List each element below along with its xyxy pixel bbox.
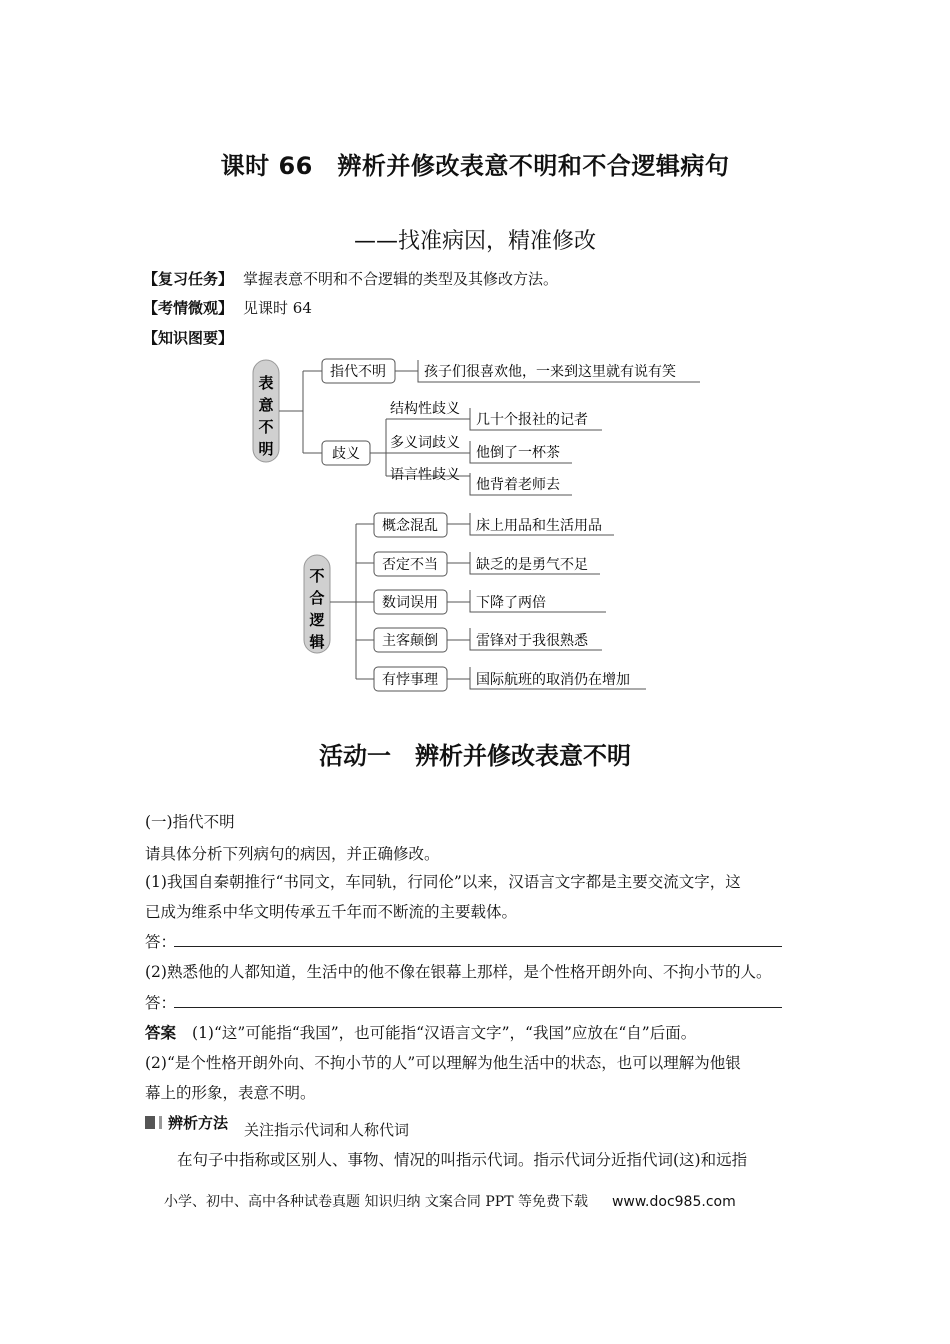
footer-text: 小学、初中、高中各种试卷真题 知识归纳 文案合同 PPT 等免费下载 bbox=[164, 1194, 588, 1210]
root2-char-1: 合 bbox=[309, 589, 325, 607]
root1-char-3: 明 bbox=[258, 440, 274, 458]
answer-key-line-2: (2)“是个性格开朗外向、不拘小节的人”可以理解为他生活中的状态，也可以理解为他银 bbox=[145, 1054, 741, 1072]
answer-key-line-3: 幕上的形象，表意不明。 bbox=[145, 1084, 316, 1102]
group1-connectors bbox=[279, 371, 470, 476]
method-header bbox=[145, 1112, 410, 1139]
node-shuciwuyong-label: 数词误用 bbox=[382, 595, 438, 611]
example-foudingbudang: 缺乏的是勇气不足 bbox=[476, 557, 588, 573]
example-yuyanxing: 他背着老师去 bbox=[476, 477, 560, 493]
exam-overview bbox=[143, 297, 312, 318]
answer-2-blank-line bbox=[174, 1007, 782, 1008]
method-label: 辨析方法 bbox=[168, 1114, 229, 1132]
page-subtitle: ——找准病因，精准修改 bbox=[353, 229, 596, 254]
example-duoyici: 他倒了一杯茶 bbox=[476, 445, 560, 461]
root1-char-1: 意 bbox=[258, 396, 274, 414]
root1-char-2: 不 bbox=[258, 418, 274, 436]
node-gainianhunluan-label: 概念混乱 bbox=[382, 518, 438, 534]
root2-char-2: 逻 bbox=[309, 611, 325, 629]
knowledge-map-heading bbox=[143, 327, 243, 348]
review-task-text: 掌握表意不明和不合逻辑的类型及其修改方法。 bbox=[243, 270, 559, 288]
footer bbox=[164, 1191, 736, 1211]
node-youbeishili-label: 有悖事理 bbox=[382, 672, 438, 688]
example-shuciwuyong: 下降了两倍 bbox=[476, 595, 546, 611]
node-zhukediandao-label: 主客颠倒 bbox=[382, 633, 438, 649]
exam-overview-text: 见课时 64 bbox=[243, 299, 312, 317]
root2-char-3: 辑 bbox=[309, 633, 325, 651]
sub-heading: (一)指代不明 bbox=[145, 813, 235, 831]
root2-char-0: 不 bbox=[309, 567, 325, 585]
knowledge-map-label: 【知识图要】 bbox=[143, 329, 234, 347]
sub-jiegouxing-label: 结构性歧义 bbox=[390, 401, 460, 417]
node-foudingbudang-label: 否定不当 bbox=[382, 557, 438, 573]
knowledge-mind-map bbox=[248, 350, 708, 700]
example-gainianhunluan: 床上用品和生活用品 bbox=[476, 518, 602, 534]
page-title: 课时 66 辨析并修改表意不明和不合逻辑病句 bbox=[220, 152, 730, 180]
answer-key-text-1: (1)“这”可能指“我国”，也可能指“汉语言文字”，“我国”应放在“自”后面。 bbox=[192, 1024, 697, 1042]
root1-char-0: 表 bbox=[258, 374, 274, 392]
node-zhidaibuming-label: 指代不明 bbox=[330, 364, 386, 380]
instruction: 请具体分析下列病句的病因，并正确修改。 bbox=[145, 845, 440, 863]
answer-key-line-1 bbox=[145, 1021, 696, 1043]
question-2-line-1: (2)熟悉他的人都知道，生活中的他不像在银幕上那样，是个性格开朗外向、不拘小节的人。 bbox=[145, 963, 772, 981]
answer-2-prefix: 答： bbox=[145, 994, 177, 1012]
example-youbeishili: 国际航班的取消仍在增加 bbox=[476, 672, 630, 688]
exam-overview-label: 【考情微观】 bbox=[143, 299, 234, 317]
method-text: 在句子中指称或区别人、事物、情况的叫指示代词。指示代词分近指代词(这)和远指 bbox=[177, 1151, 748, 1169]
section-title: 活动一 辨析并修改表意不明 bbox=[319, 742, 631, 770]
method-title: 关注指示代词和人称代词 bbox=[244, 1121, 410, 1139]
question-1-line-1: (1)我国自秦朝推行“书同文，车同轨，行同伦”以来，汉语言文字都是主要交流文字，这 bbox=[145, 873, 741, 891]
method-marker-bar-icon bbox=[159, 1116, 162, 1129]
node-qiyi-label: 歧义 bbox=[332, 446, 360, 462]
method-marker-icon bbox=[145, 1116, 155, 1129]
answer-key-label: 答案 bbox=[145, 1024, 177, 1042]
example-zhukediandao: 雷锋对于我很熟悉 bbox=[476, 633, 588, 649]
sub-duoyici-label: 多义词歧义 bbox=[390, 435, 460, 451]
answer-1-blank-line bbox=[174, 946, 782, 947]
review-task bbox=[143, 268, 558, 289]
footer-url[interactable]: www.doc985.com bbox=[611, 1194, 736, 1210]
question-1-line-2: 已成为维系中华文明传承五千年而不断流的主要载体。 bbox=[145, 903, 518, 921]
example-zhidaibuming: 孩子们很喜欢他，一来到这里就有说有笑 bbox=[424, 364, 676, 380]
review-task-label: 【复习任务】 bbox=[143, 270, 234, 288]
example-jiegouxing: 几十个报社的记者 bbox=[476, 412, 588, 428]
answer-1-prefix: 答： bbox=[145, 933, 177, 951]
sub-yuyanxing-label: 语言性歧义 bbox=[390, 467, 460, 483]
